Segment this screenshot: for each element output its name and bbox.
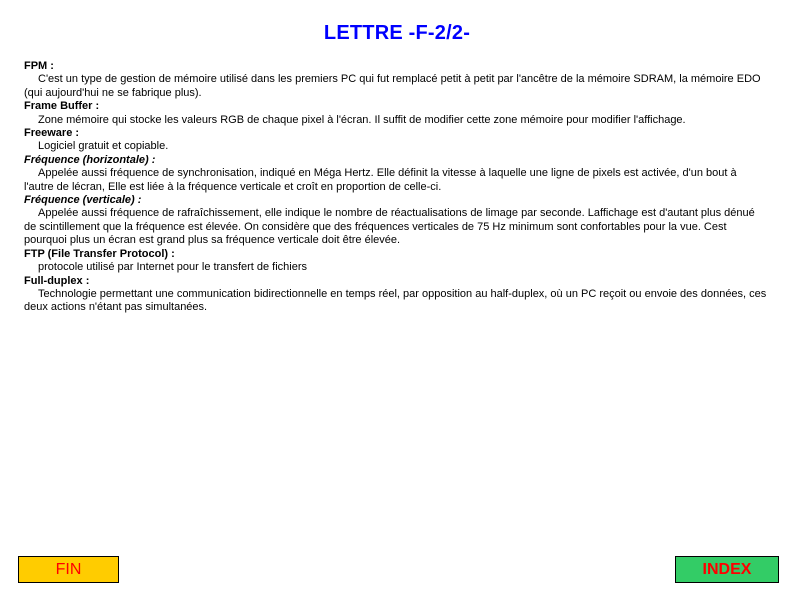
definition-frame-buffer: Zone mémoire qui stocke les valeurs RGB de chaque pixel à l'écran. Il suffit de modifier cette zone mémoire pour modifier l'affichage. [38,113,686,126]
glossary-entry-frame-buffer [24,100,768,127]
definition-freeware: Logiciel gratuit et copiable. [38,140,169,153]
term-fpm: FPM : [24,60,54,72]
glossary-entry-full-duplex [24,275,768,315]
term-frame-buffer: Frame Buffer : [24,100,100,113]
definition-ftp: protocole utilisé par Internet pour le transfert de fichiers [38,261,308,274]
definition-frequence-verticale: Appelée aussi fréquence de rafraîchissement, elle indique le nombre de réactualisations de limage par seconde. Laffichage est d'autant plus dénué de scintillement que la fréquence est élevée. On considère que des fréquences verticales de 75 Hz minimum sont confortables pour la vue. Cest pourquoi plus un écran est grand plus sa fréquence verticale doit être élevée. [24,207,755,247]
glossary-entry-freeware [24,127,768,154]
glossary-entry-frequence-verticale [24,194,768,248]
definition-frequence-horizontale: Appelée aussi fréquence de synchronisation, indiqué en Méga Hertz. Elle définit la vitesse à laquelle une ligne de pixels est activée, d'un bout à l'autre de lécran, Elle est liée à la fréquence verticale et croît en proportion de celle-ci. [24,167,737,193]
term-frequence-horizontale: Fréquence (horizontale) : [24,153,156,166]
term-full-duplex: Full-duplex : [24,274,90,287]
definition-full-duplex: Technologie permettant une communication bidirectionnelle en temps réel, par opposition au half-duplex, où un PC reçoit ou envoie des données, ces deux actions n'étant pas simultanées. [24,287,767,314]
term-frequence-verticale: Fréquence (verticale) : [24,194,142,207]
term-ftp: FTP (File Transfer Protocol) : [24,247,175,260]
fin-button[interactable]: FIN [18,556,119,583]
definition-fpm: C'est un type de gestion de mémoire utilisé dans les premiers PC qui fut remplacé petit à petit par l'ancêtre de la mémoire SDRAM, la mémoire EDO (qui aujourd'hui ne se fabrique plus). [24,73,761,99]
glossary-entry-fpm [24,60,768,100]
glossary-entry-ftp [24,248,768,275]
term-freeware: Freeware : [24,127,80,140]
page-title: LETTRE -F-2/2- [323,22,471,44]
index-button[interactable]: INDEX [675,556,779,583]
glossary-list [24,60,768,315]
glossary-entry-frequence-horizontale [24,154,768,194]
